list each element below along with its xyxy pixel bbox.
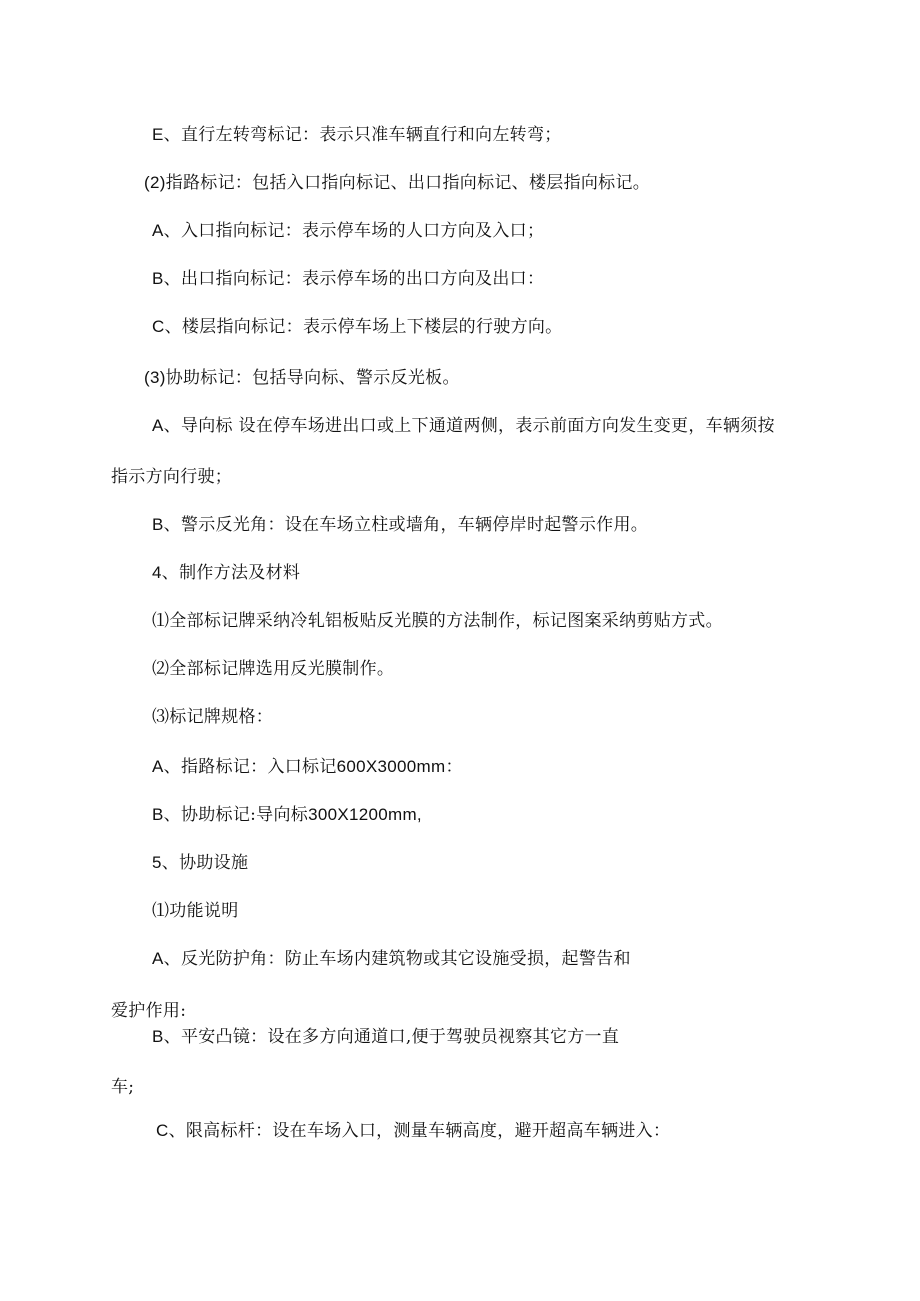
text-line-1: E、直行左转弯标记：表示只准车辆直行和向左转弯； — [152, 125, 562, 145]
text-line-4: B、出口指向标记：表示停车场的出口方向及出口： — [152, 269, 545, 289]
text-line-7: A、导向标 设在停车场进出口或上下通道两侧，表示前面方向发生变更，车辆须按 — [152, 416, 775, 436]
text-line-17: ⑴功能说明 — [152, 901, 239, 921]
text-line-6: (3)协助标记：包括导向标、警示反光板。 — [144, 368, 460, 388]
text-line-19: 爱护作用: — [111, 1001, 187, 1021]
text-line-13: ⑶标记牌规格： — [152, 707, 274, 727]
text-line-18: A、反光防护角：防止车场内建筑物或其它设施受损，起警告和 — [152, 949, 631, 969]
text-line-8: 指示方向行驶； — [111, 467, 233, 487]
text-line-14: A、指路标记：入口标记600X3000mm： — [152, 757, 463, 777]
text-line-9: B、警示反光角：设在车场立柱或墙角，车辆停岸时起警示作用。 — [152, 515, 649, 535]
text-line-10: 4、制作方法及材料 — [152, 563, 301, 583]
text-line-2: (2)指路标记：包括入口指向标记、出口指向标记、楼层指向标记。 — [144, 173, 651, 193]
text-line-5: C、楼层指向标记：表示停车场上下楼层的行驶方向。 — [152, 317, 563, 337]
text-line-20: B、平安凸镜：设在多方向通道口,便于驾驶员视察其它方一直 — [152, 1027, 620, 1047]
text-line-16: 5、协助设施 — [152, 853, 249, 873]
text-line-22: C、限高标杆：设在车场入口，测量车辆高度，避开超高车辆进入： — [156, 1121, 671, 1141]
text-line-21: 车; — [111, 1077, 135, 1097]
text-line-15: B、协助标记:导向标300X1200mm, — [152, 805, 422, 825]
text-line-12: ⑵全部标记牌选用反光膜制作。 — [152, 659, 395, 679]
text-line-3: A、入口指向标记：表示停车场的人口方向及入口； — [152, 221, 545, 241]
text-line-11: ⑴全部标记牌采纳冷轧铝板贴反光膜的方法制作，标记图案采纳剪贴方式。 — [152, 611, 723, 631]
